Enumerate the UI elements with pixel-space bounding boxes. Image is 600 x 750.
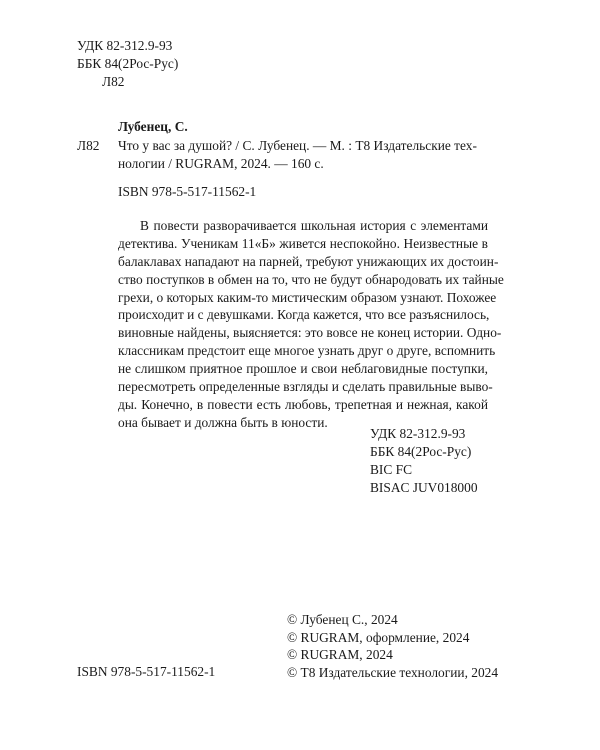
- copyright-line: © RUGRAM, 2024: [287, 647, 393, 662]
- bbk-code: ББК 84(2Рос-Рус): [77, 56, 179, 71]
- annotation-line: пересмотреть определенные взгляды и сделать правильные выво-: [118, 379, 493, 395]
- annotation-line: детектива. Ученикам 11«Б» живется неспокойно. Неизвестные в: [118, 235, 488, 251]
- isbn-bottom: ISBN 978-5-517-11562-1: [77, 664, 216, 679]
- annotation-line: грехи, о которых каким-то мистическим образом узнают. Похожее: [118, 289, 497, 305]
- author-name: Лубенец, С.: [118, 119, 188, 134]
- copyright-block: [287, 611, 498, 681]
- catalog-description: [118, 137, 538, 173]
- annotation-line: виновные найдены, выясняется: это вовсе не конец истории. Одно-: [118, 325, 502, 341]
- annotation-line: происходит и с девушками. Когда кажется, что все разъяснилось,: [118, 307, 490, 323]
- annotation-line: она бывает и должна быть в юности.: [118, 414, 328, 430]
- isbn-catalog: ISBN 978-5-517-11562-1: [118, 184, 257, 199]
- copyright-line: © Т8 Издательские технологии, 2024: [287, 664, 499, 680]
- udk-code: УДК 82-312.9-93: [77, 38, 173, 53]
- copyright-line: © RUGRAM, оформление, 2024: [287, 629, 470, 645]
- bbk-code: ББК 84(2Рос-Рус): [370, 444, 472, 459]
- right-classification-block: [370, 425, 478, 497]
- copyright-line: © Лубенец С., 2024: [287, 612, 398, 627]
- bisac-code: BISAC JUV018000: [370, 480, 478, 495]
- bic-code: BIC FC: [370, 462, 413, 477]
- annotation-paragraph: [118, 217, 504, 432]
- annotation-line: В повести разворачивается школьная история с элементами: [140, 218, 488, 233]
- author-mark-top: Л82: [102, 74, 125, 89]
- catalog-line: нологии / RUGRAM, 2024. — 160 с.: [118, 156, 324, 171]
- annotation-line: ство поступков в обмен на то, что не будут обнародовать их тайные: [118, 271, 504, 287]
- annotation-line: не слишком приятное прошлое и свои неблаговидные поступки,: [118, 361, 488, 377]
- annotation-line: классникам предстоит еще многое узнать друг о друге, вспомнить: [118, 343, 496, 359]
- udk-code: УДК 82-312.9-93: [370, 426, 466, 441]
- annotation-line: балаклавах нападают на парней, требуют унижающих их достоин-: [118, 253, 499, 269]
- author-mark-index: Л82: [77, 138, 100, 153]
- top-classification-block: [77, 37, 178, 91]
- catalog-line: Что у вас за душой? / С. Лубенец. — М. : Т8 Издательские тех-: [118, 138, 477, 153]
- annotation-line: ды. Конечно, в повести есть любовь, трепетная и нежная, какой: [118, 396, 488, 412]
